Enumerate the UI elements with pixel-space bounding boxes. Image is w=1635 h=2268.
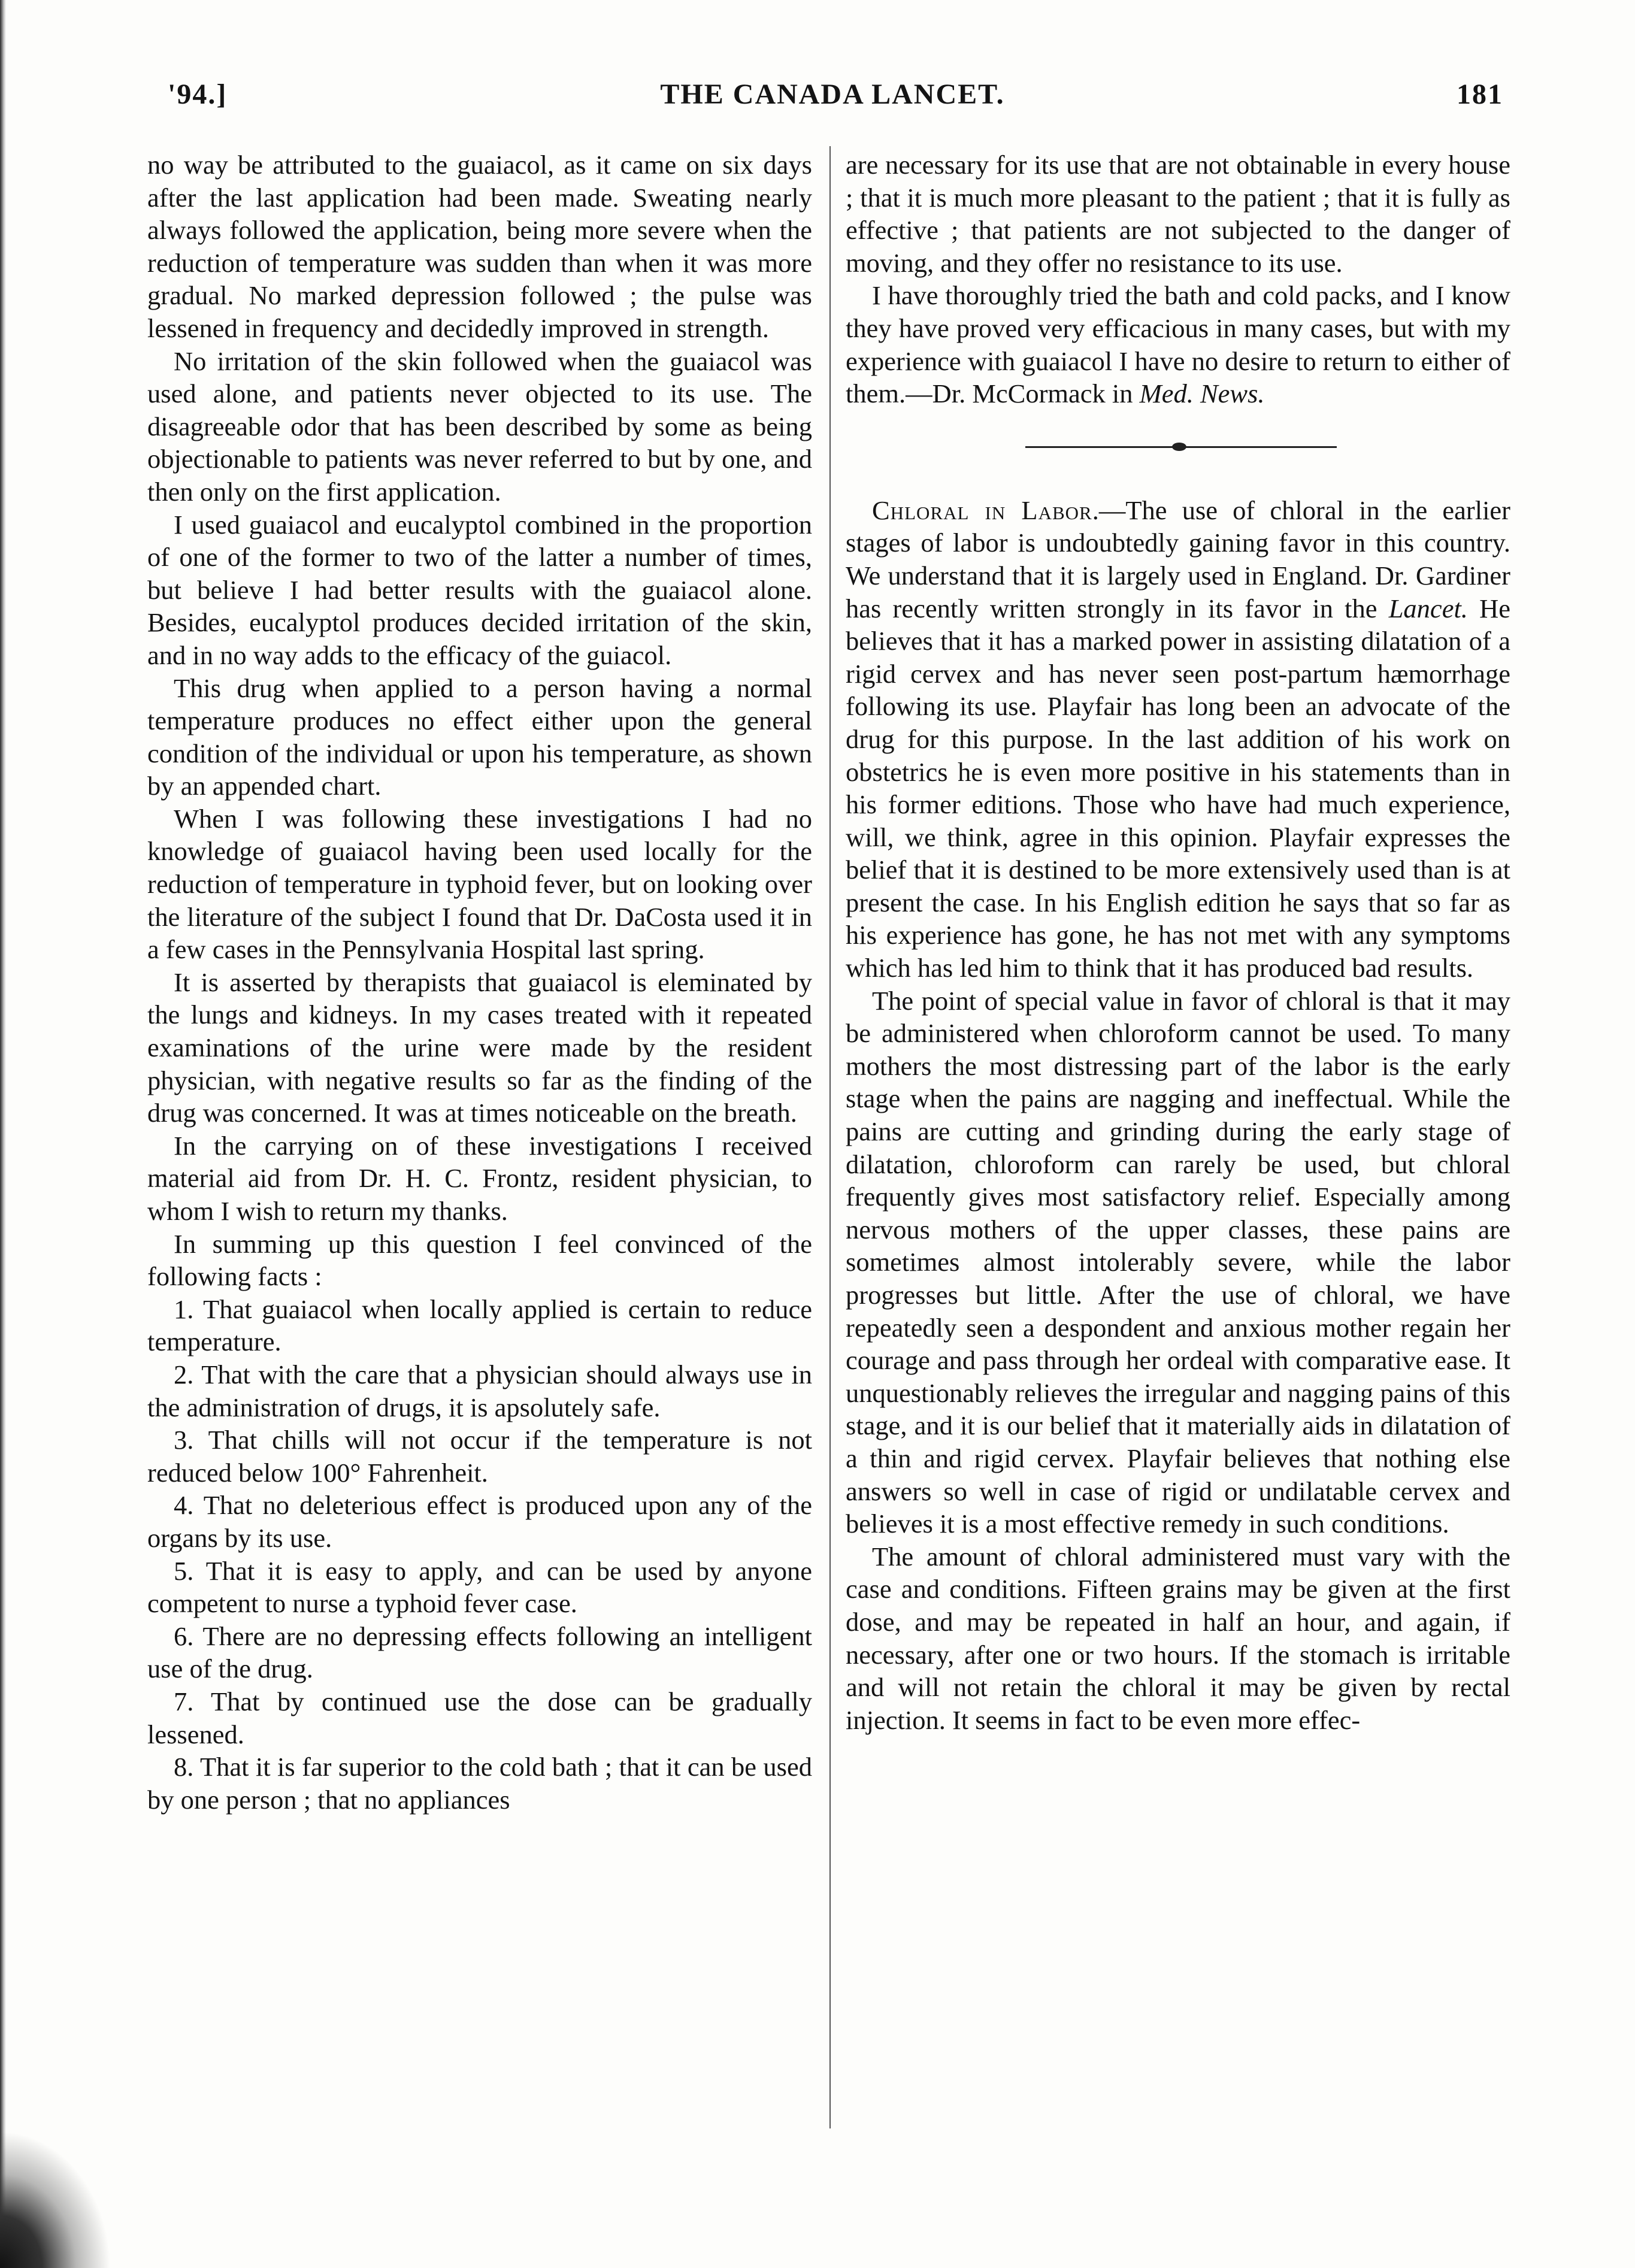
right-column (846, 149, 1510, 1736)
page-binding-edge (0, 0, 6, 2268)
column-divider (829, 146, 831, 2128)
fact-item: 5. That it is easy to apply, and can be used by anyone competent to nurse a typhoid fever case. (147, 1555, 812, 1619)
paragraph: The point of special value in favor of chloral is that it may be administered when chloroform cannot be used. To many mothers the most distressing part of the labor is the early stage when the pains are nagging and ineffectual. While the pains are cutting and grinding during the early stage of dilatation, chloroform can rarely be used, but chloral frequently gives most satisfactory relief. Especially among nervous mothers of the upper classes, these pains are sometimes almost intolerably severe, while the labor progresses but little. After the use of chloral, we have repeatedly seen a despondent and anxious mother regain her courage and pass through her ordeal with comparative ease. It unquestionably relieves the irregular and nagging pains of this stage, and it is our belief that it materially aids in dilatation of a thin and rigid cervex. Playfair believes that nothing else answers so well in case of rigid or undilatable cervex and believes it is a most effective remedy in such conditions. (846, 985, 1510, 1539)
fact-item: 8. That it is far superior to the cold bath ; that it can be used by one person ; that no appliances (147, 1752, 812, 1815)
facts-list (147, 1293, 812, 1816)
paragraph-text: He believes that it has a marked power in assisting dilatation of a rigid cervex and has never seen post-partum hæmorrhage following its use. Playfair has long been an advocate of the drug for this purpose. In the last addition of his work on obstetrics he is even more positive in his statements than in his former editions. Those who have had much experience, will, we think, agree in this opinion. Playfair expresses the belief that it is destined to be more extensively used than is at present the case. In his English edition he says that so far as his experience has gone, he has not met with any symptoms which has led him to think that it has produced bad results. (846, 593, 1511, 983)
fact-item: 6. There are no depressing effects following an intelligent use of the drug. (147, 1621, 812, 1684)
journal-reference: Lancet. (1388, 593, 1468, 623)
paragraph-text: I have thoroughly tried the bath and cold packs, and I know they have proved very efficacious in many cases, but with my experience with guaiacol I have no desire to return to either of them.—Dr. McCormack in (846, 280, 1510, 409)
scan-artifact (0, 2120, 120, 2268)
fact-item: 2. That with the care that a physician should always use in the administration of drugs, it is apsolutely safe. (147, 1359, 812, 1422)
paragraph: When I was following these investigations I had no knowledge of guaiacol having been used locally for the reduction of temperature in typhoid fever, but on looking over the literature of the subject I found that Dr. DaCosta used it in a few cases in the Pennsylvania Hospital last spring. (147, 803, 812, 965)
paragraph: This drug when applied to a person having a normal temperature produces no effect either upon the general condition of the individual or upon his temperature, as shown by an appended chart. (147, 673, 812, 801)
header-page-number: 181 (1457, 78, 1503, 110)
paragraph: In summing up this question I feel convinced of the following facts : (147, 1228, 812, 1292)
paragraph: no way be attributed to the guaiacol, as it came on six days after the last application had been made. Sweating nearly always followed the application, being more severe when the reduction of temperature was sudden than when it was more gradual. No marked depression followed ; the pulse was lessened in frequency and decidedly improved in strength. (147, 150, 812, 343)
fact-item: 4. That no deleterious effect is produced upon any of the organs by its use. (147, 1490, 812, 1553)
paragraph: It is asserted by therapists that guaiacol is eleminated by the lungs and kidneys. In my cases treated with it repeated examinations of the urine were made by the resident physician, with negative results so far as the finding of the drug was concerned. It was at times noticeable on the breath. (147, 967, 812, 1128)
running-header (162, 78, 1503, 126)
paragraph: I used guaiacol and eucalyptol combined in the proportion of one of the former to two of the latter a number of times, but believe I had better results with the guaiacol alone. Besides, eucalyptol produces decided irritation of the skin, and in no way adds to the efficacy of the guiacol. (147, 509, 812, 670)
left-column (147, 149, 812, 1816)
paragraph: In the carrying on of these investigations I received material aid from Dr. H. C. Frontz, resident physician, to whom I wish to return my thanks. (147, 1130, 812, 1226)
paragraph (846, 279, 1510, 410)
paragraph: No irritation of the skin followed when the guaiacol was used alone, and patients never objected to its use. The disagreeable odor that has been described by some as being objectionable to patients was never referred to but by one, and then only on the first application. (147, 346, 812, 507)
fact-item: 1. That guaiacol when locally applied is certain to reduce temperature. (147, 1294, 812, 1357)
article-heading: Chloral in Labor (872, 495, 1092, 525)
fact-item: 3. That chills will not occur if the temperature is not reduced below 100° Fahrenheit. (147, 1425, 812, 1488)
paragraph: The amount of chloral administered must vary with the case and conditions. Fifteen grains may be given at the first dose, and may be repeated in half an hour, and again, if necessary, after one or two hours. If the stomach is irritable and will not retain the chloral it may be given by rectal injection. It seems in fact to be even more effec- (846, 1541, 1510, 1735)
header-issue: '94.] (168, 78, 228, 110)
fact-item: 7. That by continued use the dose can be gradually lessened. (147, 1686, 812, 1749)
article-separator (846, 410, 1510, 494)
paragraph: are necessary for its use that are not obtainable in every house ; that it is much more pleasant to the patient ; that it is fully as effective ; that patients are not subjected to the danger of moving, and they offer no resistance to its use. (846, 150, 1510, 278)
article-paragraph (846, 494, 1510, 985)
header-journal-title: THE CANADA LANCET. (660, 78, 1005, 110)
separator-ornament (1172, 443, 1186, 451)
paragraph-text: .—The use of chloral in the earlier stages of labor is undoubtedly gaining favor in this country. We understand that it is largely used in England. Dr. Gardiner has recently written strongly in its favor in the (846, 495, 1511, 623)
source-citation: Med. News. (1139, 378, 1265, 409)
